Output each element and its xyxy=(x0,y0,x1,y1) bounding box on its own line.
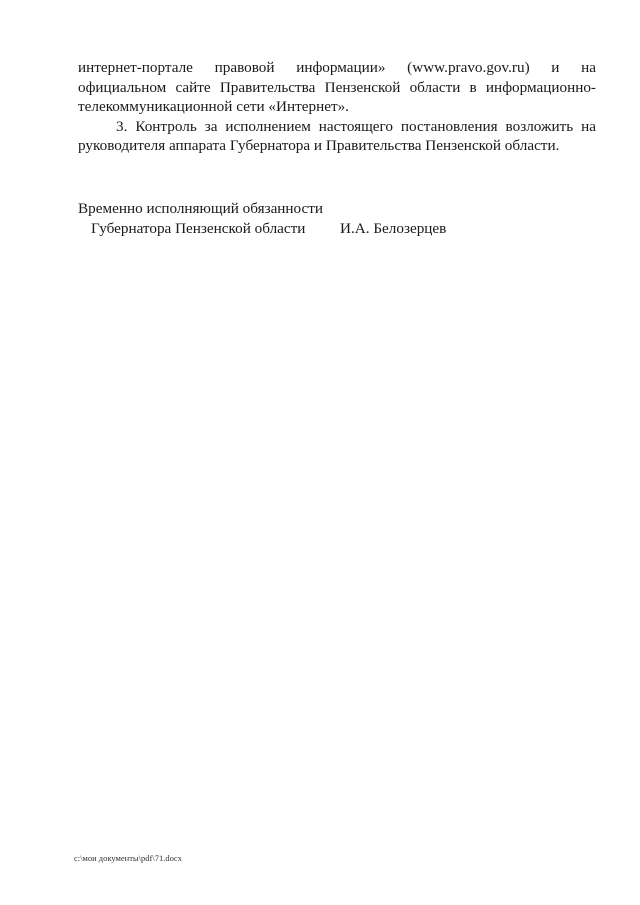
paragraph-3-control: 3. Контроль за исполнением настоящего постановления возложить на руководителя аппарата Губернатора и Правительства Пензенской области. xyxy=(78,117,596,155)
signatory-position-line-2: Губернатора Пензенской области xyxy=(91,220,306,237)
signatory-name: И.А. Белозерцев xyxy=(340,220,447,237)
paragraph-continuation: интернет-портале правовой информации» (www.pravo.gov.ru) и на официальном сайте Правительства Пензенской области в информационно-телекоммуникационной сети «Интернет». xyxy=(78,59,596,116)
document-body xyxy=(78,58,596,156)
signatory-position-line-1: Временно исполняющий обязанности xyxy=(78,200,324,217)
footer-file-path: c:\мои документы\pdf\71.docx xyxy=(74,853,182,863)
signatory-position xyxy=(78,199,323,239)
